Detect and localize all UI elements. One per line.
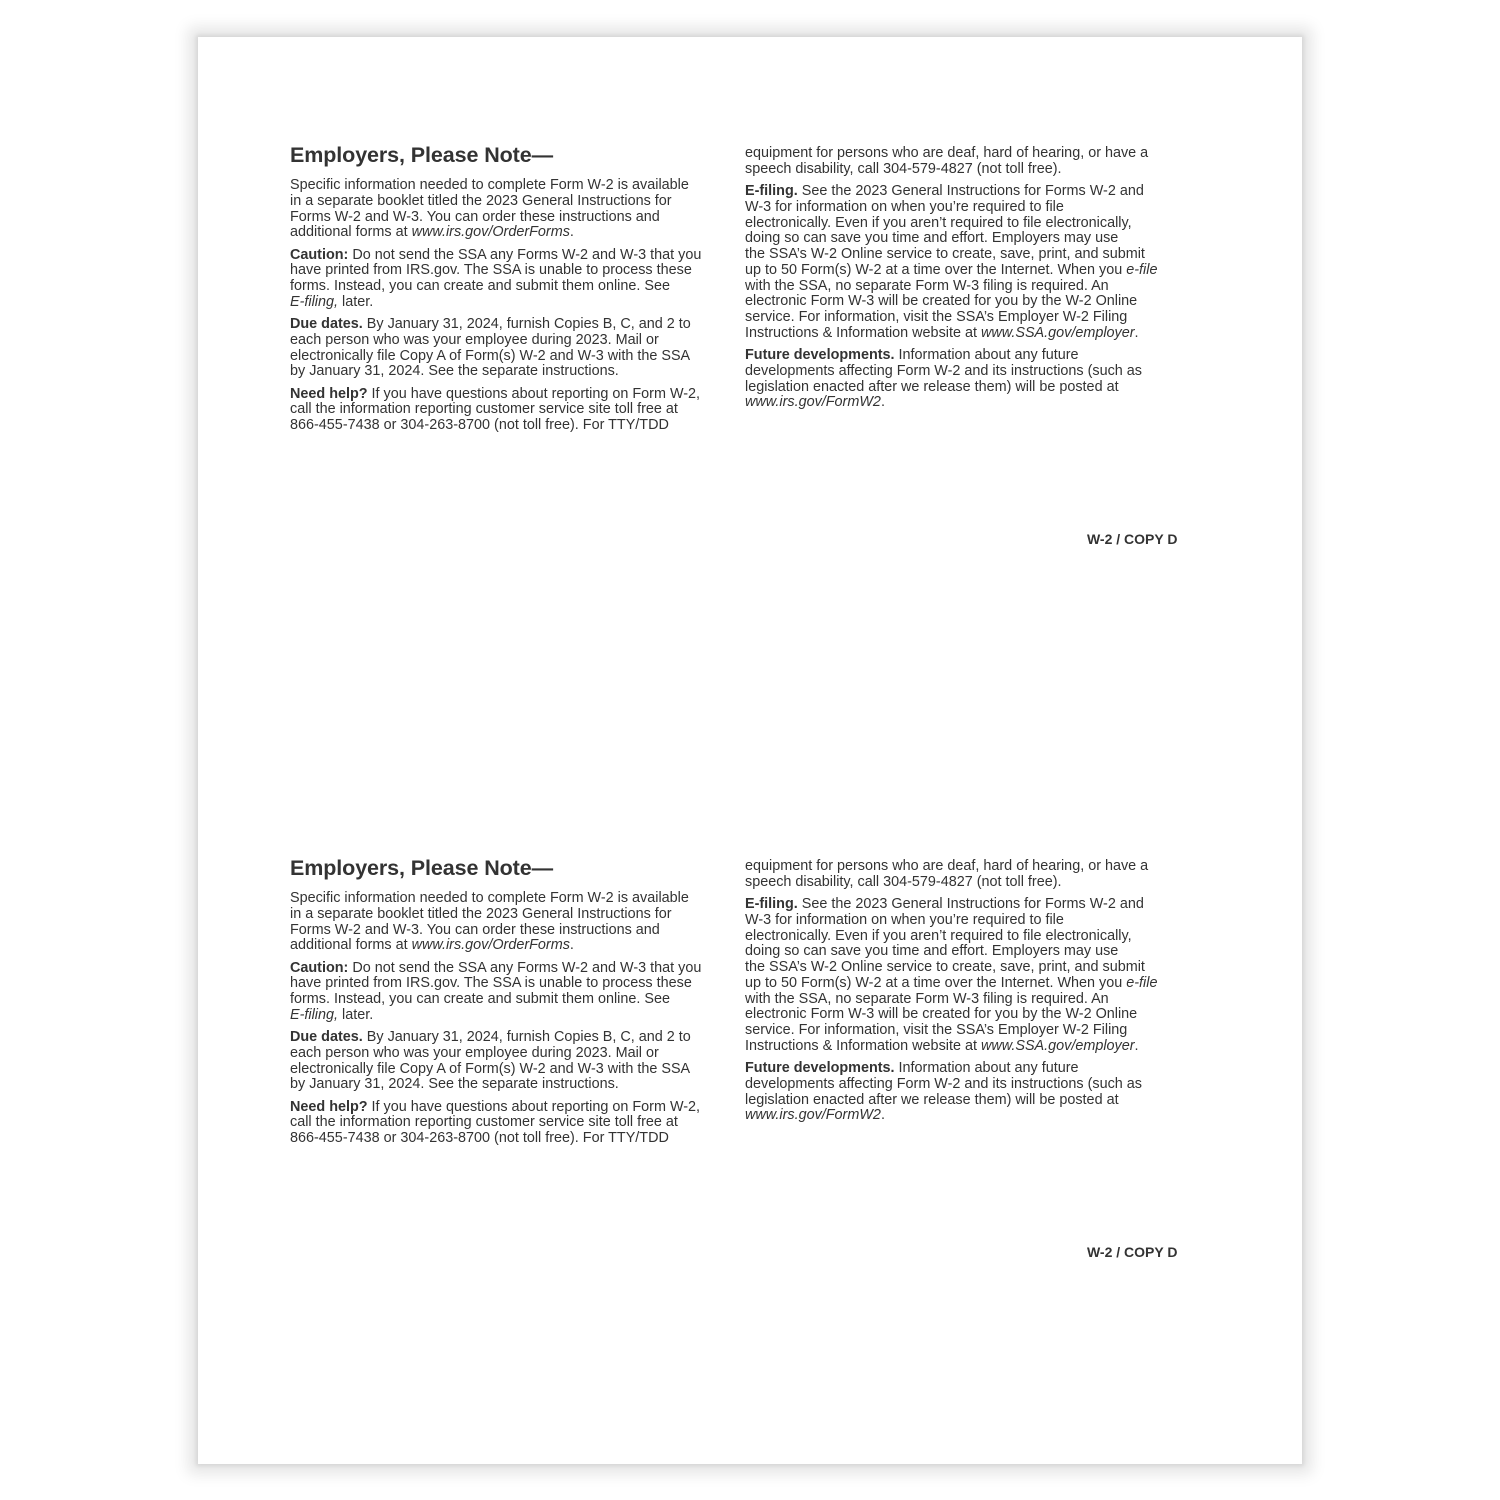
text-line: electronic Form W-3 will be created for you by the W-2 Online <box>745 1006 1138 1023</box>
future-developments-paragraph <box>745 1061 1185 1124</box>
text-line <box>745 263 1185 279</box>
text-line <box>290 225 730 241</box>
ssa-employer-link: www.SSA.gov/employer <box>980 1037 1135 1054</box>
text-line <box>290 961 730 977</box>
text-fragment: Do not send the SSA any Forms W-2 and W-3 that you <box>348 959 702 976</box>
text-line: each person who was your employee during 2023. Mail or <box>290 331 659 348</box>
future-developments-label: Future developments. <box>745 347 895 363</box>
text-line: equipment for persons who are deaf, hard of hearing, or have a <box>745 858 1149 874</box>
intro-paragraph <box>290 891 730 954</box>
text-line: electronically file Copy A of Form(s) W-2 and W-3 with the SSA <box>290 347 691 364</box>
future-developments-label: Future developments. <box>745 1060 895 1076</box>
text-line <box>290 1030 730 1046</box>
efiling-label: E-filing. <box>745 896 798 912</box>
text-line: 866-455-7438 or 304-263-8700 (not toll free). For TTY/TDD <box>290 417 669 433</box>
future-developments-paragraph <box>745 348 1185 411</box>
text-line: Specific information needed to complete Form W-2 is available <box>290 177 689 193</box>
text-fragment: up to 50 Form(s) W-2 at a time over the Internet. When you <box>745 261 1127 278</box>
text-fragment: later. <box>338 293 374 310</box>
text-line <box>745 1108 1185 1124</box>
text-line: W-3 for information on when you’re required to file <box>745 198 1064 215</box>
text-line <box>290 1008 730 1024</box>
copy-d-label: W-2 / COPY D <box>1087 1244 1178 1260</box>
text-line: Forms W-2 and W-3. You can order these instructions and <box>290 208 660 225</box>
text-line: electronically. Even if you aren’t required to file electronically, <box>745 214 1132 231</box>
text-line: the SSA’s W-2 Online service to create, save, print, and submit <box>745 246 1145 262</box>
text-line: with the SSA, no separate Form W-3 filing is required. An <box>745 277 1109 294</box>
efiling-reference: E-filing, <box>290 1006 338 1023</box>
text-line: call the information reporting customer service site toll free at <box>290 401 678 418</box>
text-line: call the information reporting customer service site toll free at <box>290 1114 678 1131</box>
formw2-link: www.irs.gov/FormW2 <box>745 1107 881 1124</box>
text-line: by January 31, 2024. See the separate instructions. <box>290 363 619 380</box>
text-fragment: additional forms at <box>290 224 412 241</box>
tty-paragraph <box>745 146 1185 178</box>
text-line: each person who was your employee during 2023. Mail or <box>290 1044 659 1061</box>
caution-label: Caution: <box>290 959 349 976</box>
text-line: service. For information, visit the SSA’s Employer W-2 Filing <box>745 309 1128 325</box>
text-fragment: If you have questions about reporting on Form W-2, <box>367 1098 701 1115</box>
due-dates-paragraph <box>290 1030 730 1093</box>
need-help-paragraph <box>290 387 730 434</box>
text-fragment: See the 2023 General Instructions for Forms W-2 and <box>797 896 1144 912</box>
text-line: have printed from IRS.gov. The SSA is unable to process these <box>290 262 692 279</box>
caution-paragraph <box>290 961 730 1024</box>
text-line: electronically file Copy A of Form(s) W-2 and W-3 with the SSA <box>290 1060 691 1077</box>
due-dates-label: Due dates. <box>290 316 363 332</box>
text-line <box>290 1100 730 1116</box>
due-dates-paragraph <box>290 317 730 380</box>
copy-section-bottom <box>198 750 1302 1463</box>
text-line <box>290 938 730 954</box>
left-column <box>290 855 730 1153</box>
text-line: forms. Instead, you can create and submit them online. See <box>290 991 670 1007</box>
document-page <box>198 37 1302 1464</box>
right-column <box>745 859 1185 1131</box>
text-line: by January 31, 2024. See the separate instructions. <box>290 1076 619 1093</box>
order-forms-link: www.irs.gov/OrderForms <box>411 937 570 954</box>
section-heading: Employers, Please Note— <box>290 856 553 880</box>
text-line: doing so can save you time and effort. Employers may use <box>745 230 1119 247</box>
due-dates-label: Due dates. <box>290 1029 363 1045</box>
text-line <box>290 387 730 403</box>
text-line: the SSA’s W-2 Online service to create, save, print, and submit <box>745 959 1145 975</box>
need-help-paragraph <box>290 1100 730 1147</box>
text-line <box>290 248 730 264</box>
text-line: legislation enacted after we release them) will be posted at <box>745 378 1119 395</box>
copy-section-top <box>198 37 1302 750</box>
text-line <box>290 295 730 311</box>
text-line <box>745 976 1185 992</box>
text-line: have printed from IRS.gov. The SSA is unable to process these <box>290 975 692 992</box>
text-fragment: . <box>880 1107 885 1124</box>
efiling-reference: E-filing, <box>290 293 338 310</box>
need-help-label: Need help? <box>290 385 368 402</box>
text-fragment: Information about any future <box>894 1060 1079 1076</box>
text-line: in a separate booklet titled the 2023 General Instructions for <box>290 905 672 922</box>
text-line: doing so can save you time and effort. Employers may use <box>745 943 1119 960</box>
efiling-label: E-filing. <box>745 183 798 199</box>
text-fragment: later. <box>338 1006 374 1023</box>
text-fragment: See the 2023 General Instructions for Forms W-2 and <box>797 183 1144 199</box>
text-fragment: Information about any future <box>894 347 1079 363</box>
right-column <box>745 146 1185 418</box>
text-fragment: Instructions & Information website at <box>745 1037 981 1054</box>
text-line: in a separate booklet titled the 2023 General Instructions for <box>290 192 672 209</box>
intro-paragraph <box>290 178 730 241</box>
text-line: speech disability, call 304-579-4827 (not toll free). <box>745 160 1062 177</box>
efile-term: e-file <box>1126 261 1158 278</box>
text-line: 866-455-7438 or 304-263-8700 (not toll free). For TTY/TDD <box>290 1130 669 1146</box>
text-line: developments affecting Form W-2 and its instructions (such as <box>745 362 1142 379</box>
text-line <box>745 1061 1185 1077</box>
text-line: forms. Instead, you can create and submit them online. See <box>290 278 670 294</box>
text-line: W-3 for information on when you’re required to file <box>745 911 1064 928</box>
text-line <box>745 326 1185 342</box>
text-line: developments affecting Form W-2 and its instructions (such as <box>745 1075 1142 1092</box>
text-line: electronic Form W-3 will be created for you by the W-2 Online <box>745 293 1138 310</box>
text-fragment: . <box>1134 1037 1139 1054</box>
text-fragment: If you have questions about reporting on Form W-2, <box>367 385 701 402</box>
efiling-paragraph <box>745 897 1185 1055</box>
text-fragment: . <box>1134 324 1139 341</box>
text-line <box>745 897 1185 913</box>
left-column <box>290 142 730 440</box>
text-line: equipment for persons who are deaf, hard of hearing, or have a <box>745 145 1149 161</box>
text-fragment: By January 31, 2024, furnish Copies B, C, and 2 to <box>362 1029 691 1045</box>
text-line: with the SSA, no separate Form W-3 filing is required. An <box>745 990 1109 1007</box>
ssa-employer-link: www.SSA.gov/employer <box>980 324 1135 341</box>
text-line <box>745 395 1185 411</box>
text-fragment: . <box>569 937 574 954</box>
text-line: service. For information, visit the SSA’s Employer W-2 Filing <box>745 1022 1128 1038</box>
text-line: Specific information needed to complete Form W-2 is available <box>290 890 689 906</box>
need-help-label: Need help? <box>290 1098 368 1115</box>
text-fragment: Instructions & Information website at <box>745 324 981 341</box>
caution-paragraph <box>290 248 730 311</box>
text-fragment: . <box>569 224 574 241</box>
text-line <box>290 317 730 333</box>
text-fragment: up to 50 Form(s) W-2 at a time over the Internet. When you <box>745 974 1127 991</box>
text-fragment: Do not send the SSA any Forms W-2 and W-3 that you <box>348 246 702 263</box>
copy-d-label: W-2 / COPY D <box>1087 531 1178 547</box>
text-line <box>745 184 1185 200</box>
efiling-paragraph <box>745 184 1185 342</box>
text-fragment: By January 31, 2024, furnish Copies B, C, and 2 to <box>362 316 691 332</box>
formw2-link: www.irs.gov/FormW2 <box>745 394 881 411</box>
caution-label: Caution: <box>290 246 349 263</box>
text-line: electronically. Even if you aren’t required to file electronically, <box>745 927 1132 944</box>
text-fragment: additional forms at <box>290 937 412 954</box>
text-fragment: . <box>880 394 885 411</box>
order-forms-link: www.irs.gov/OrderForms <box>411 224 570 241</box>
text-line: speech disability, call 304-579-4827 (not toll free). <box>745 873 1062 890</box>
section-heading: Employers, Please Note— <box>290 143 553 167</box>
text-line <box>745 1039 1185 1055</box>
tty-paragraph <box>745 859 1185 891</box>
efile-term: e-file <box>1126 974 1158 991</box>
text-line: Forms W-2 and W-3. You can order these instructions and <box>290 921 660 938</box>
text-line <box>745 348 1185 364</box>
text-line: legislation enacted after we release them) will be posted at <box>745 1091 1119 1108</box>
